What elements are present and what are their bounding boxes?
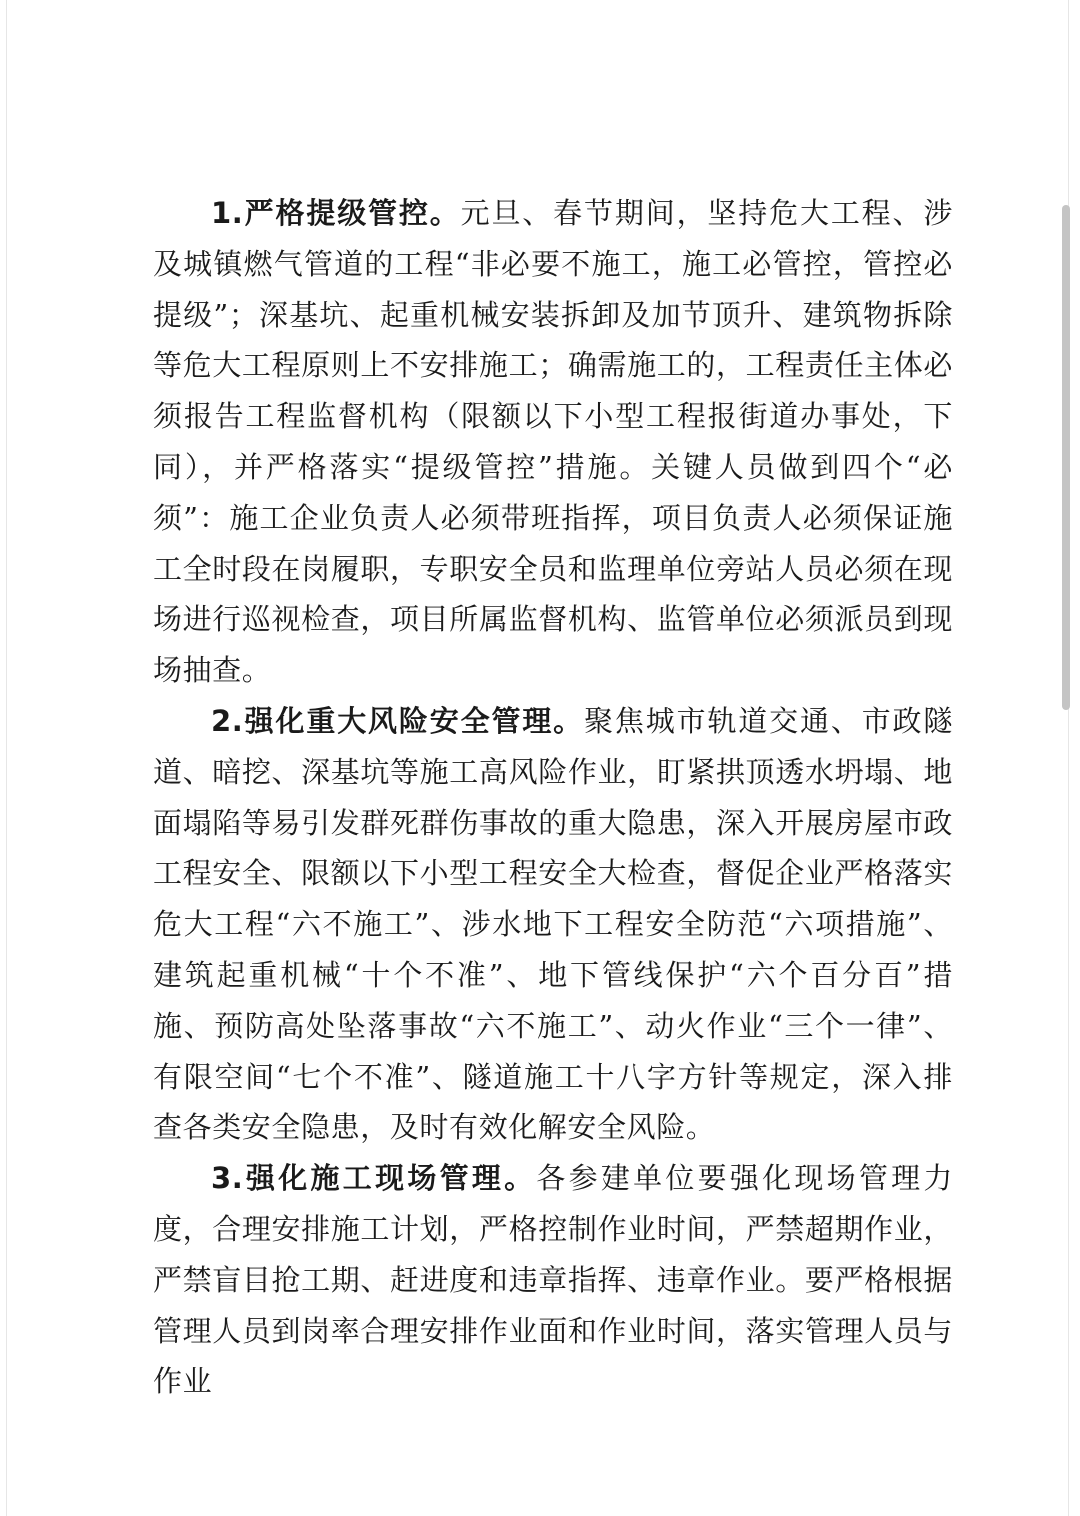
paragraph-3: [153, 1153, 953, 1407]
paragraph-1: [153, 188, 953, 696]
paragraph-3-heading: 3.强化施工现场管理。: [211, 1161, 537, 1196]
document-body: [153, 188, 953, 1407]
paragraph-1-text: 元旦、春节期间，坚持危大工程、涉及城镇燃气管道的工程“非必要不施工，施工必管控，管控必提级”；深基坑、起重机械安装拆卸及加节顶升、建筑物拆除等危大工程原则上不安排施工；确需施工的，工程责任主体必须报告工程监督机构（限额以下小型工程报街道办事处，下同），并严格落实“提级管控”措施。关键人员做到四个“必须”：施工企业负责人必须带班指挥，项目负责人必须保证施工全时段在岗履职，专职安全员和监理单位旁站人员必须在现场进行巡视检查，项目所属监督机构、监管单位必须派员到现场抽查。: [153, 196, 953, 688]
document-page: [8, 0, 1064, 1516]
paragraph-1-heading: 1.严格提级管控。: [211, 196, 461, 230]
paragraph-2-text: 聚焦城市轨道交通、市政隧道、暗挖、深基坑等施工高风险作业，盯紧拱顶透水坍塌、地面塌陷等易引发群死群伤事故的重大隐患，深入开展房屋市政工程安全、限额以下小型工程安全大检查，督促企业严格落实危大工程“六不施工”、涉水地下工程安全防范“六项措施”、建筑起重机械“十个不准”、地下管线保护“六个百分百”措施、预防高处坠落事故“六不施工”、动火作业“三个一律”、有限空间“七个不准”、隧道施工十八字方针等规定，深入排查各类安全隐患，及时有效化解安全风险。: [153, 703, 954, 1145]
paragraph-2: [153, 696, 953, 1153]
page-border-left: [6, 0, 7, 1516]
paragraph-3-text: 各参建单位要强化现场管理力度，合理安排施工计划，严格控制作业时间，严禁超期作业，严禁盲目抢工期、赶进度和违章指挥、违章作业。要严格根据管理人员到岗率合理安排作业面和作业时间，落实管理人员与作业: [153, 1161, 953, 1399]
vertical-scrollbar[interactable]: [1066, 0, 1076, 1516]
scrollbar-thumb[interactable]: [1062, 205, 1070, 710]
paragraph-2-heading: 2.强化重大风险安全管理。: [211, 703, 585, 738]
